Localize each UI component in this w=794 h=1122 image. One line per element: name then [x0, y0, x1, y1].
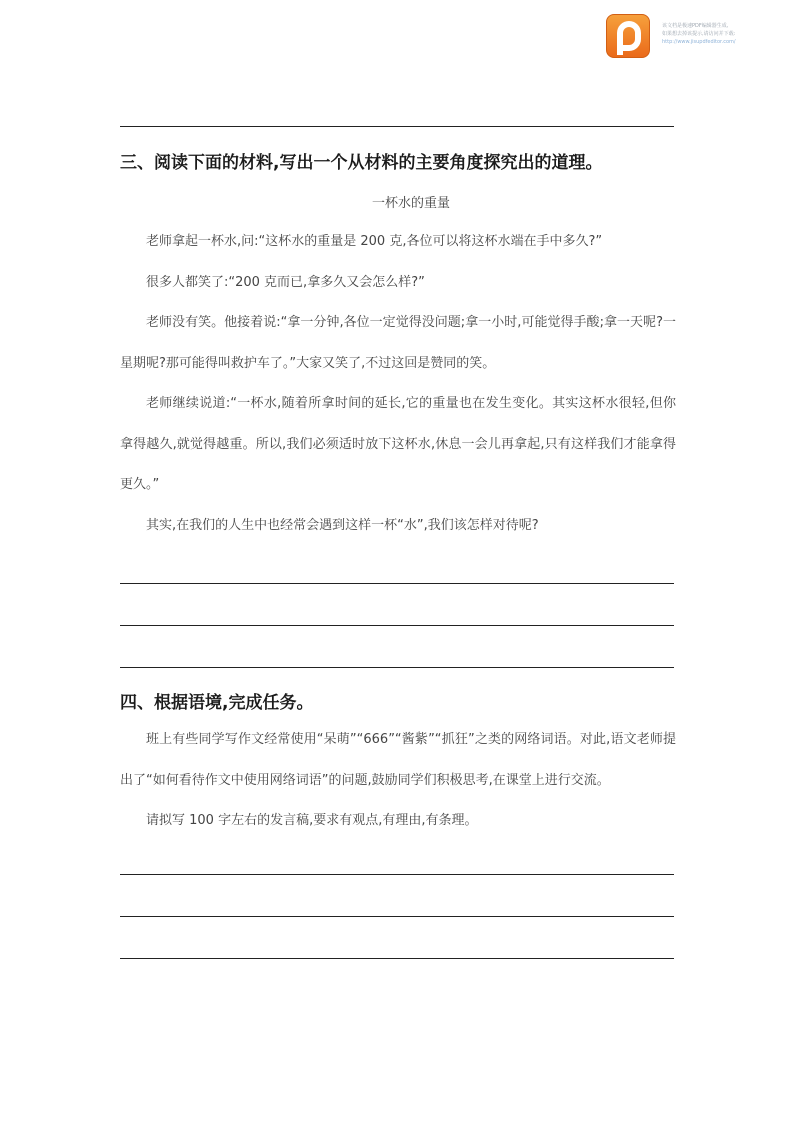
notice-line: 如果想去掉该提示,请访问并下载:	[662, 31, 736, 37]
logo-p-stem	[617, 37, 623, 55]
paragraph: 老师拿起一杯水,问:“这杯水的重量是 200 克,各位可以将这杯水端在手中多久?”	[146, 234, 603, 249]
answer-line[interactable]	[120, 625, 674, 626]
answer-line[interactable]	[120, 958, 674, 959]
notice-line: 该文档是极速PDF编辑器生成,	[662, 23, 729, 29]
notice-url: http://www.jisupdfeditor.com/	[662, 39, 736, 45]
section-3-heading: 三、阅读下面的材料,写出一个从材料的主要角度探究出的道理。	[120, 153, 603, 173]
paragraph: 班上有些同学写作文经常使用“呆萌”“666”“酱紫”“抓狂”之类的网络词语。对此,语文老师提出了“如何看待作文中使用网络词语”的问题,鼓励同学们积极思考,在课堂上进行交流。	[120, 732, 676, 788]
section-4-heading: 四、根据语境,完成任务。	[120, 693, 314, 713]
answer-line[interactable]	[120, 916, 674, 917]
pdf-editor-logo	[606, 14, 650, 58]
paragraph: 请拟写 100 字左右的发言稿,要求有观点,有理由,有条理。	[146, 813, 478, 828]
answer-line[interactable]	[120, 667, 674, 668]
paragraph: 很多人都笑了:“200 克而已,拿多久又会怎么样?”	[146, 275, 425, 290]
answer-line[interactable]	[120, 874, 674, 875]
top-divider	[120, 126, 674, 127]
paragraph: 其实,在我们的人生中也经常会遇到这样一杯“水”,我们该怎样对待呢?	[146, 518, 539, 533]
watermark-notice	[662, 22, 792, 46]
answer-line[interactable]	[120, 583, 674, 584]
story-title: 一杯水的重量	[371, 196, 450, 211]
paragraph: 老师继续说道:“一杯水,随着所拿时间的延长,它的重量也在发生变化。其实这杯水很轻,但你拿得越久,就觉得越重。所以,我们必须适时放下这杯水,休息一会儿再拿起,只有这样我们才能拿得更久。”	[120, 396, 676, 492]
paragraph: 老师没有笑。他接着说:“拿一分钟,各位一定觉得没问题;拿一小时,可能觉得手酸;拿一天呢?一星期呢?那可能得叫救护车了。”大家又笑了,不过这回是赞同的笑。	[120, 315, 676, 371]
